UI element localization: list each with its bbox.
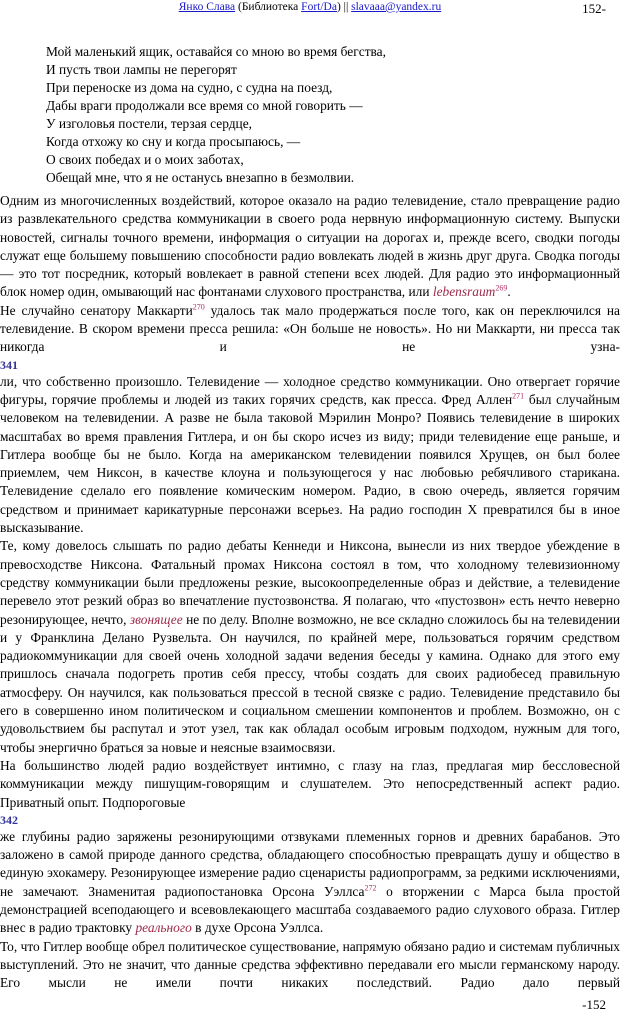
page-marker: 342	[0, 812, 18, 827]
poem-line: Обещай мне, что я не останусь внезапно в безмолвии.	[46, 170, 355, 185]
page-header	[0, 1, 620, 17]
epigraph-poem	[46, 43, 386, 187]
footnote-ref[interactable]: 272	[364, 883, 377, 893]
text-run: Одним из многочисленных воздействий, которое оказало на радио телевидение, стало превращение радио из развлекательного средства коммуникации в своего рода нервную информационную систему. Выпуски новостей, сигналы точного времени, информация о ситуации на дорогах и, прежде всего, сводки погоды служат еще большему повышению способности радио вовлекать людей в жизнь друг друга. Сводка погоды — это тот посредник, который вовлекает в равной степени всех людей. Для радио это информационный блок номер один, омывающий нас фонтанами слухового пространства, или	[0, 193, 620, 300]
paragraph	[0, 192, 620, 302]
email-link[interactable]: slavaaa@yandex.ru	[351, 1, 442, 13]
italic-term: реального	[135, 920, 192, 936]
text-run: не по делу. Вполне возможно, не все складно сложилось бы на телевидении и у Франклина Делано Рузвельта. Он научился, по крайней мере, пользоваться горячим средством радиокоммуникации для своей очень холодной задачи ведения беседы у камина. Однако для этого ему пришлось сначала подогреть против себя прессу, чтобы создать для своих радиобесед правильную атмосферу. Он научился, как пользоваться прессой в тесной связке с радио. Телевидение представило бы его в совершенно ином политическом и социальном смешении компонентов и проблем. Возможно, он с удовольствием бы распутал и этот узел, так как обладал особым игровым подходом, нужным для того, чтобы энергично браться за новые и неясные взаимосвязи.	[0, 611, 620, 755]
poem-line: Когда отхожу ко сну и когда просыпаюсь, —	[46, 134, 301, 149]
poem-line: При переноске из дома на судно, с судна на поезд,	[46, 80, 333, 95]
page-marker: 341	[0, 357, 18, 372]
paragraph	[0, 373, 620, 538]
paragraph: На большинство людей радио воздействует интимно, с глазу на глаз, предлагая мир бессловесной коммуникации между пишущим-говорящим и слушателем. Это непосредственный аспект радио. Приватный опыт. Подпороговые	[0, 757, 620, 810]
poem-line: У изголовья постели, терзая сердце,	[46, 116, 252, 131]
poem-line: Дабы враги продолжали все время со мной говорить —	[46, 98, 363, 113]
text-run: ли, что собственно произошло. Телевидение — холодное средство коммуникации. Оно отвергает горячие фигуры, горячие проблемы и людей из таких горячих средств, как пресса. Фред Аллен	[0, 373, 620, 407]
library-close: ) ||	[336, 1, 352, 13]
footnote-ref[interactable]: 270	[192, 302, 205, 312]
paragraph	[0, 302, 620, 357]
text-run: Не случайно сенатору Маккарти	[0, 302, 193, 318]
text-run: .	[507, 284, 511, 300]
poem-line: О своих победах и о моих заботах,	[46, 152, 244, 167]
header-page-number: 152-	[582, 1, 606, 16]
poem-line: И пусть твои лампы не перегорят	[46, 62, 237, 77]
paragraph	[0, 828, 620, 938]
text-run: о вторжении с Марса была простой демонстрацией всеподающего и всевовлекающего масштаба создаваемого радио слухового образа. Гитлер внес в радио трактовку	[0, 883, 620, 936]
main-text	[0, 192, 620, 992]
library-link[interactable]: Fort/Da	[301, 1, 337, 13]
text-run: в духе Орсона Уэллса.	[191, 920, 324, 936]
author-link[interactable]: Янко Слава	[178, 1, 236, 13]
poem-line: Мой маленький ящик, оставайся со мною во время бегства,	[46, 44, 386, 59]
text-run: удалось так мало продержаться после того, как он переключился на телевидение. В скором времени пресса решила: «Он больше не новость». Но ни Маккарти, ни пресса так никогда и не узна-	[0, 302, 620, 355]
footnote-ref[interactable]: 269	[495, 284, 508, 294]
text-run: Те, кому довелось слышать по радио дебаты Кеннеди и Никсона, вынесли из них твердое убеждение в превосходстве Никсона. Фатальный промах Никсона состоял в том, что холодному телевизионному средству коммуникации были предложены резкие, высокоопределенные образ и действие, а телевидение перевело этот резкий образ во впечатление пустозвонства. Я полагаю, что «пустозвон» есть нечто неверно резонирующее, нечто,	[0, 538, 620, 627]
italic-term: звонящее	[129, 611, 183, 627]
library-open: (Библиотека	[235, 1, 302, 13]
paragraph	[0, 537, 620, 757]
footnote-ref[interactable]: 271	[512, 391, 525, 401]
italic-term: lebensraum	[432, 284, 496, 300]
text-run: был случайным человеком на телевидении. А разве не была таковой Мэрилин Монро? Появись телевидение в широких масштабах во время правления Гитлера, и он бы скоро исчез из виду; приди телевидение еще раньше, и Гитлера вообще бы не было. Когда на американском телевидении появился Хрущев, он был более приемлем, чем Никсон, в качестве клоуна и пользующегося у нас любовью ребячливого старикана. Телевидение сделало его появление комическим номером. Радио, в свою очередь, является горячим средством и принимает карикатурные персонажи всерьез. На радио господин X превратился бы в иное высказывание.	[0, 391, 620, 536]
footer-page-number: -152	[582, 997, 606, 1012]
text-run: же глубины радио заряжены резонирующими отзвуками племенных горнов и древних барабанов. Это заложено в самой природе данного средства, обладающего способностью превращать душу и общество в единую эхокамеру. Резонирующее измерение радио сценаристы радиопрограмм, за редкими исключениями, не замечают. Знаменитая радиопостановка Орсона Уэллса	[0, 828, 620, 899]
paragraph: То, что Гитлер вообще обрел политическое существование, напрямую обязано радио и системам публичных выступлений. Это не значит, что данные средства эффективно передавали его мысли германскому народу. Его мысли не имели почти никаких последствий. Радио дало первый	[0, 938, 620, 991]
